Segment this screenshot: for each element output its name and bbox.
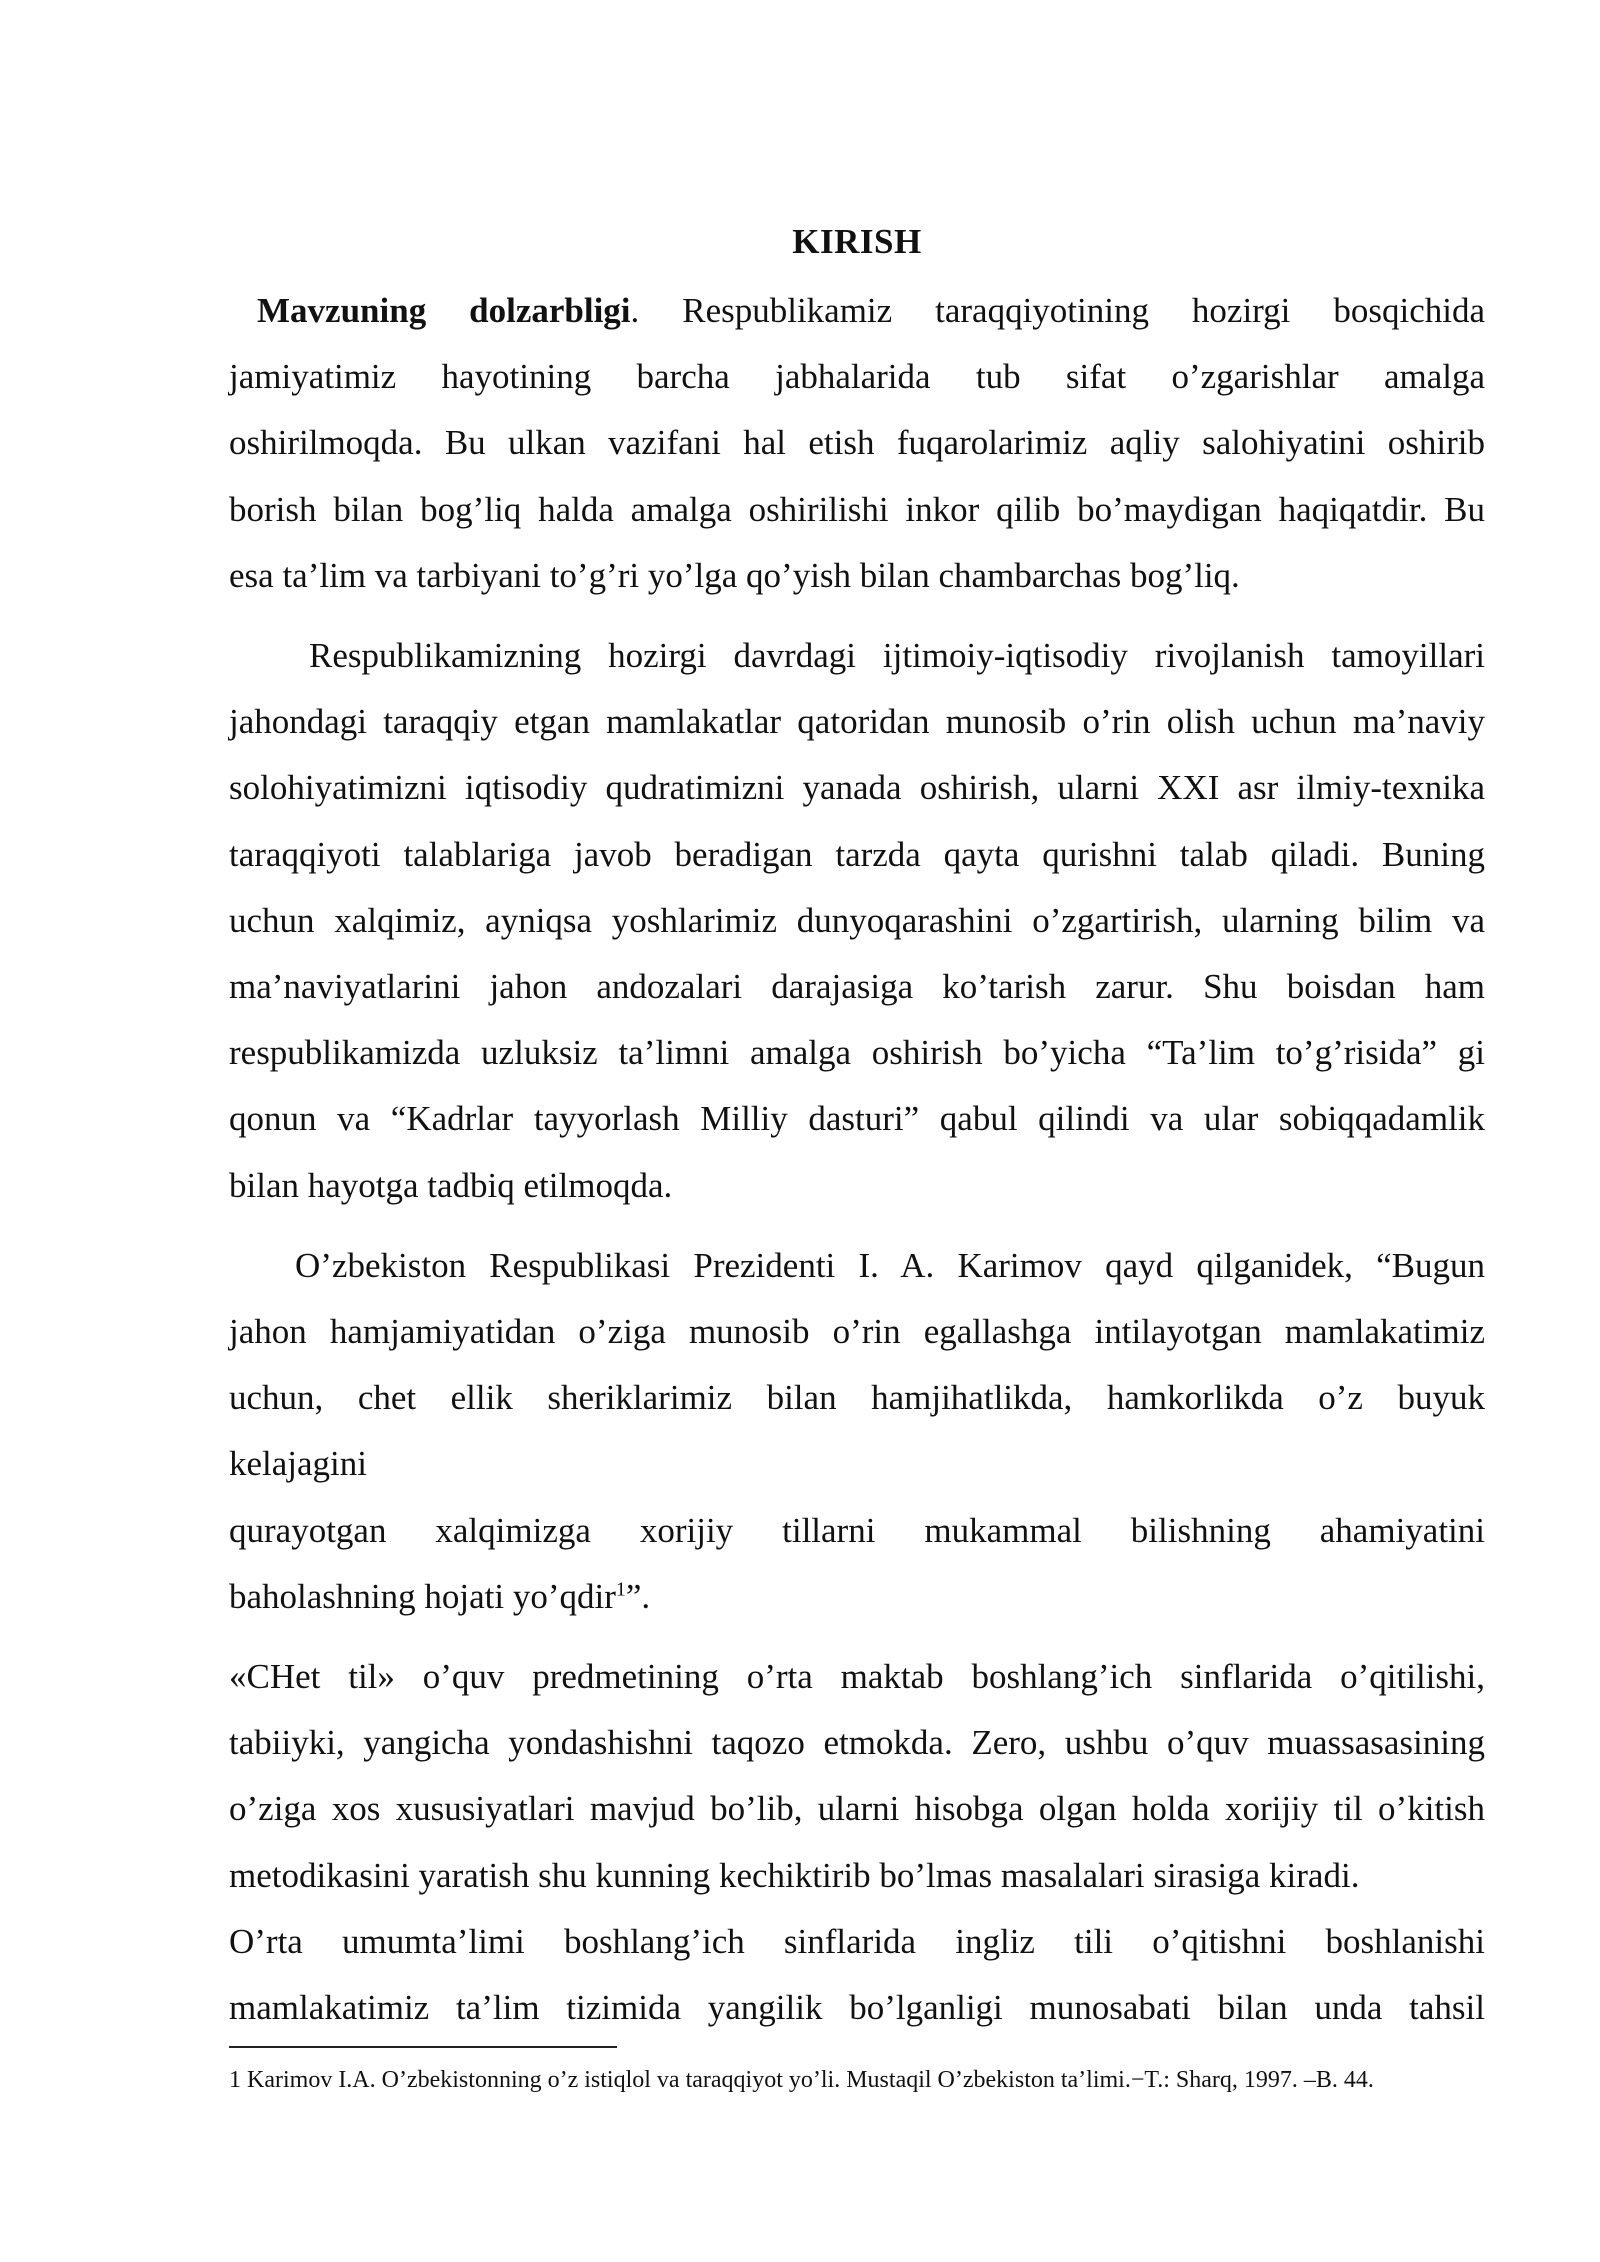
page-title: KIRISH [792, 222, 922, 261]
footnote: 1 Karimov I.A. O’zbekistonning o’z istiqlol va taraqqiyot yo’li. Mustaqil O’zbekiston ta’limi.−T.: Sharq, 1997. –B. 44. [229, 2067, 1374, 2093]
paragraph-lead: Mavzuning dolzarbligi [257, 291, 631, 330]
text-line: Respublikamizning hozirgi davrdagi ijtimoiy-iqtisodiy rivojlanish tamoyillari [309, 636, 1485, 676]
paragraph-development [229, 623, 1485, 1219]
text-line: jahon hamjamiyatidan o’ziga munosib o’rin egallashga intilayotgan mamlakatimiz [229, 1312, 1485, 1352]
text-line: tabiiyki, yangicha yondashishni taqozo etmokda. Zero, ushbu o’quv muassasasining [229, 1723, 1485, 1763]
text-line: taraqqiyoti talablariga javob beradigan tarzda qayta qurishni talab qiladi. Buning [229, 834, 1485, 874]
text-line: qonun va “Kadrlar tayyorlash Milliy dasturi” qabul qilindi va ular sobiqqadamlik [229, 1099, 1485, 1139]
text-line: O’rta umumta’limi boshlang’ich sinflarida ingliz tili o’qitishni boshlanishi [229, 1921, 1485, 1961]
text-line: esa ta’lim va tarbiyani to’g’ri yo’lga qo’yish bilan chambarchas bog’liq. [229, 555, 1240, 595]
paragraph-relevance [229, 278, 1485, 609]
text-line: «CHet til» o’quv predmetining o’rta maktab boshlang’ich sinflarida o’qitilishi, [229, 1657, 1485, 1697]
text-line: metodikasini yaratish shu kunning kechiktirib bo’lmas masalalari sirasiga kiradi. [229, 1855, 1360, 1895]
footnote-reference[interactable]: 1 [615, 1578, 626, 1601]
text-line: respublikamizda uzluksiz ta’limni amalga oshirish bo’yicha “Ta’lim to’g’risida” gi [229, 1033, 1485, 1073]
text-line: o’ziga xos xususiyatlari mavjud bo’lib, ularni hisobga olgan holda xorijiy til o’kitish [229, 1789, 1485, 1829]
text-line: oshirilmoqda. Bu ulkan vazifani hal etish fuqarolarimiz aqliy salohiyatini oshirib [229, 423, 1485, 463]
document-page [229, 212, 1485, 2041]
text-line: . Respublikamiz taraqqiyotining hozirgi bosqichida [630, 291, 1485, 330]
text-line: ”. [625, 1576, 651, 1616]
text-line: qurayotgan xalqimizga xorijiy tillarni mukammal bilishning ahamiyatini [229, 1510, 1485, 1550]
paragraph-foreign-language [229, 1644, 1485, 1909]
text-line: uchun xalqimiz, ayniqsa yoshlarimiz dunyoqarashini o’zgartirish, ularning bilim va [229, 900, 1485, 940]
text-line: bilan hayotga tadbiq etilmoqda. [229, 1165, 673, 1205]
text-line: kelajagini [229, 1444, 368, 1484]
paragraph-president-quote [229, 1233, 1485, 1498]
text-line: O’zbekiston Respublikasi Prezidenti I. A. Karimov qayd qilganidek, “Bugun [295, 1245, 1485, 1285]
text-line: borish bilan bog’liq halda amalga oshirilishi inkor qilib bo’maydigan haqiqatdir. Bu [229, 489, 1485, 529]
footnote-separator [229, 2046, 617, 2048]
paragraph-quote-continuation [229, 1498, 1485, 1630]
text-line: jahondagi taraqqiy etgan mamlakatlar qatoridan munosib o’rin olish uchun ma’naviy [229, 702, 1485, 742]
text-line: mamlakatimiz ta’lim tizimida yangilik bo’lganligi munosabati bilan unda tahsil [229, 1988, 1485, 2028]
text-line: jamiyatimiz hayotining barcha jabhalarida tub sifat o’zgarishlar amalga [229, 357, 1485, 397]
text-line: uchun, chet ellik sheriklarimiz bilan hamjihatlikda, hamkorlikda o’z buyuk [229, 1378, 1485, 1418]
text-line: ma’naviyatlarini jahon andozalari darajasiga ko’tarish zarur. Shu boisdan ham [229, 967, 1485, 1007]
paragraph-primary-english [229, 1909, 1485, 2041]
text-line: solohiyatimizni iqtisodiy qudratimizni yanada oshirish, ularni XXI asr ilmiy-texnika [229, 768, 1485, 808]
text-line: baholashning hojati yo’qdir [229, 1576, 616, 1616]
